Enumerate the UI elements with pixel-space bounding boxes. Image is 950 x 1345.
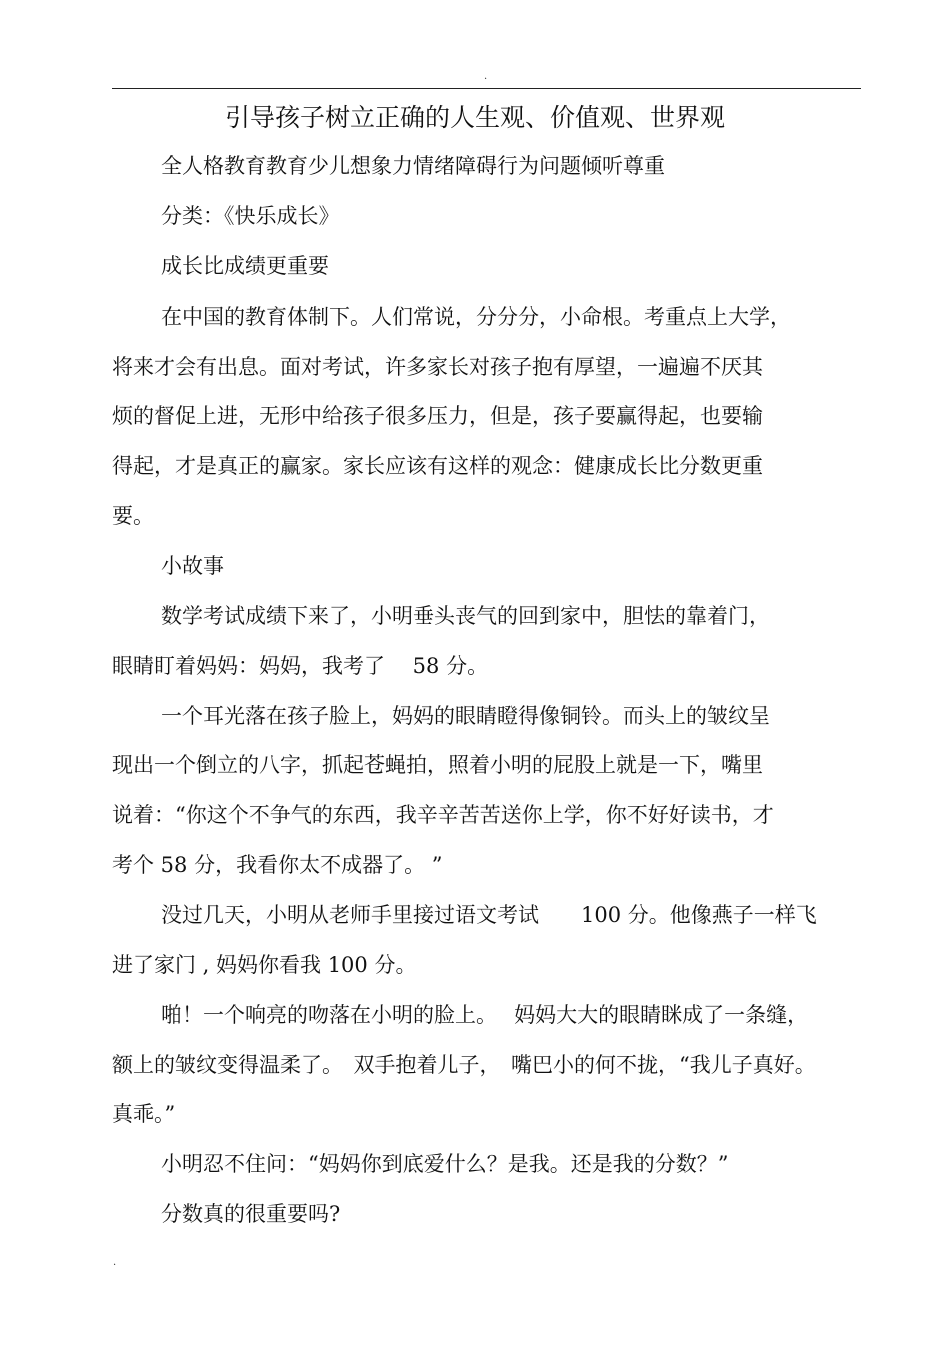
document-title: 引导孩子树立正确的人生观、价值观、世界观 [224, 103, 725, 132]
paragraph-line: 一个耳光落在孩子脸上，妈妈的眼睛瞪得像铜铃。而头上的皱纹呈 [161, 704, 770, 728]
header-rule [112, 88, 861, 89]
subtitle-line: 成长比成绩更重要 [161, 254, 329, 278]
paragraph-line: 进了家门 , 妈妈你看我 100 分。 [112, 953, 417, 977]
paragraph-line: 数学考试成绩下来了，小明垂头丧气的回到家中，胆怯的靠着门， [161, 604, 770, 628]
paragraph-line: 额上的皱纹变得温柔了。 双手抱着儿子， 嘴巴小的何不拢，“我儿子真好。 [112, 1053, 816, 1077]
question-line: 分数真的很重要吗? [161, 1202, 341, 1226]
paragraph-line: 没过几天，小明从老师手里接过语文考试 100 分。他像燕子一样飞 [161, 903, 817, 927]
paragraph-line: 现出一个倒立的八字，抓起苍蝇拍，照着小明的屁股上就是一下，嘴里 [112, 753, 763, 777]
paragraph-line: 将来才会有出息。面对考试，许多家长对孩子抱有厚望，一遍遍不厌其 [112, 355, 763, 379]
story-heading: 小故事 [161, 554, 224, 578]
paragraph-line: 啪！一个响亮的吻落在小明的脸上。 妈妈大大的眼睛眯成了一条缝， [161, 1003, 809, 1027]
header-dot: . [484, 71, 488, 82]
paragraph-line: 真乖。” [112, 1102, 176, 1126]
paragraph-line: 说着：“你这个不争气的东西，我辛辛苦苦送你上学，你不好好读书，才 [112, 803, 774, 827]
paragraph-line: 烦的督促上进，无形中给孩子很多压力，但是，孩子要赢得起，也要输 [112, 404, 763, 428]
footer-dot: . [113, 1257, 117, 1268]
category-line: 分类：《快乐成长》 [161, 204, 340, 228]
tags-line: 全人格教育教育少儿想象力情绪障碍行为问题倾听尊重 [161, 154, 665, 178]
paragraph-line: 要。 [112, 504, 154, 528]
paragraph-line: 在中国的教育体制下。人们常说，分分分，小命根。考重点上大学， [161, 305, 791, 329]
paragraph-line: 眼睛盯着妈妈：妈妈，我考了 58 分。 [112, 654, 489, 678]
paragraph-line: 考个 58 分，我看你太不成器了。 ” [112, 853, 443, 877]
paragraph-line: 得起，才是真正的赢家。家长应该有这样的观念：健康成长比分数更重 [112, 454, 763, 478]
question-line: 小明忍不住问：“妈妈你到底爱什么？是我。还是我的分数？” [161, 1152, 729, 1176]
